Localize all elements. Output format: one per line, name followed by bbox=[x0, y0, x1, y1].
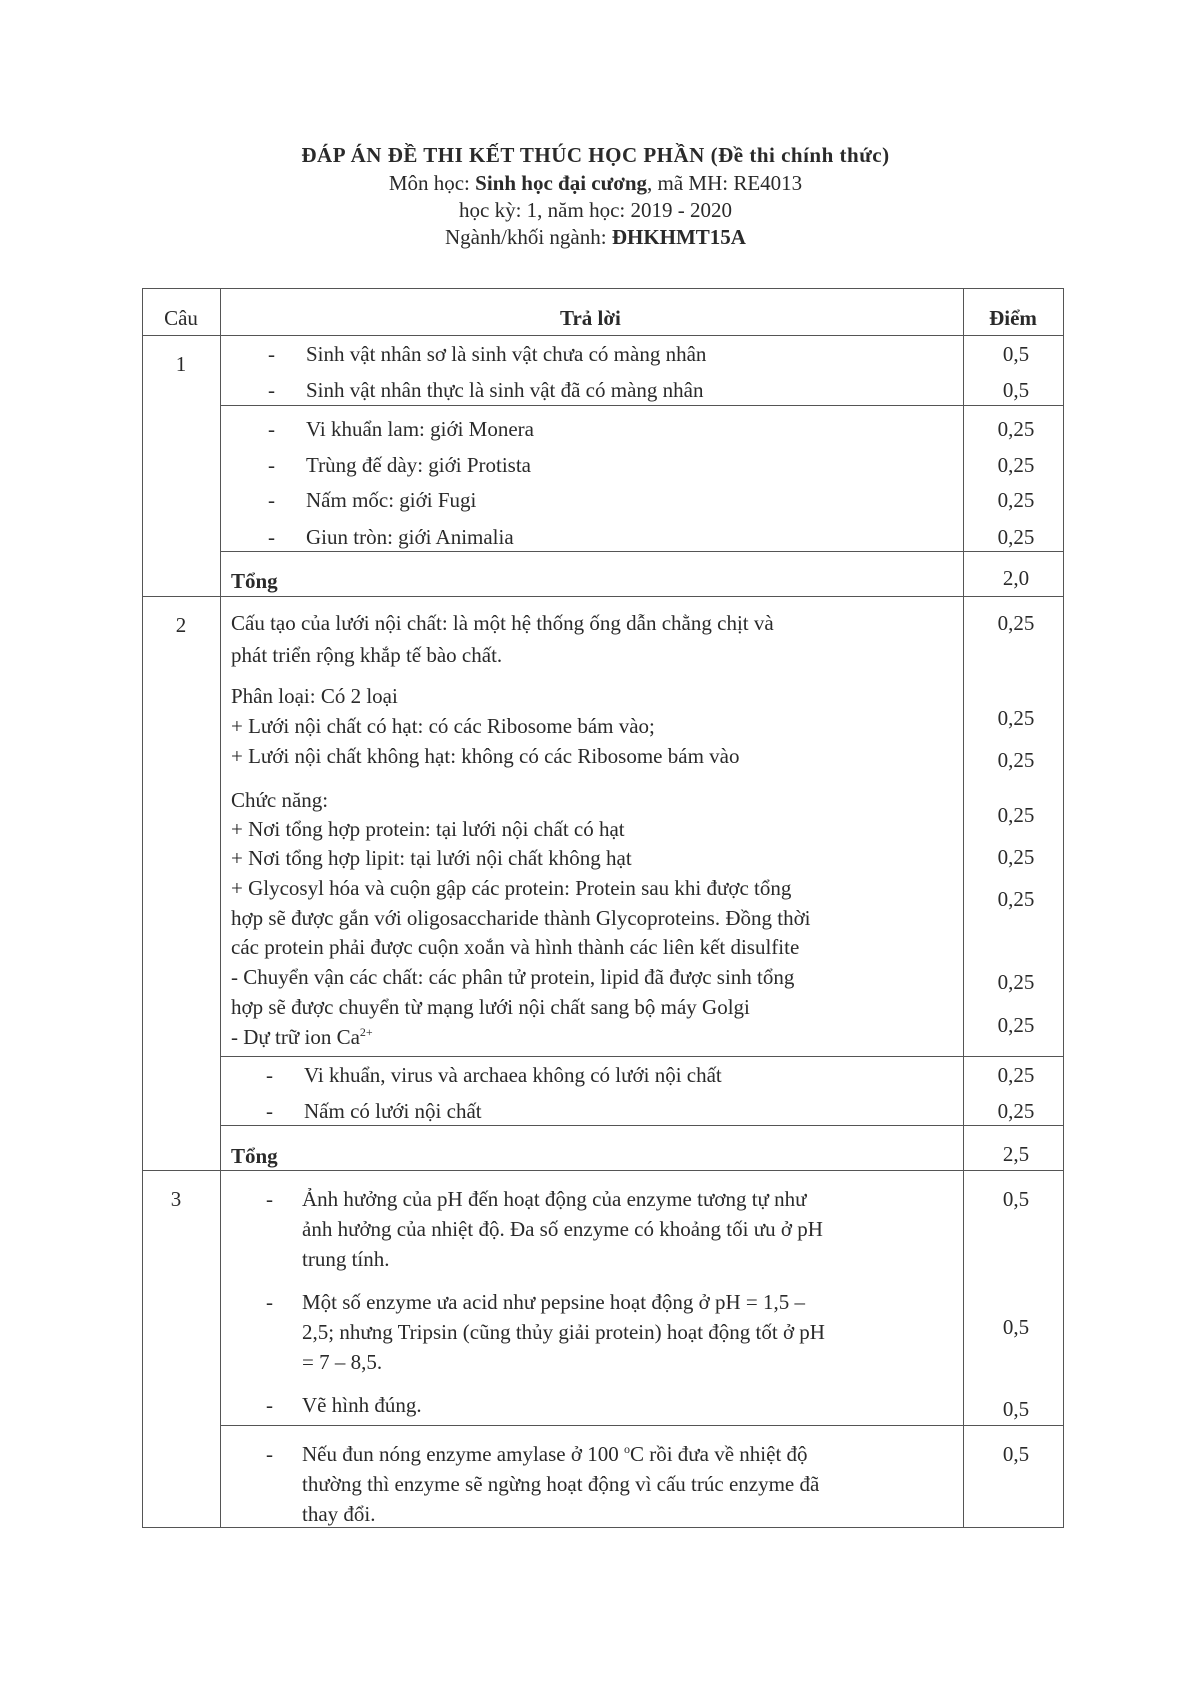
q3-a3-line: Vẽ hình đúng. bbox=[302, 1393, 422, 1417]
q2-score: 0,25 bbox=[997, 970, 1035, 994]
q1-b-line: Nấm mốc: giới Fugi bbox=[306, 488, 477, 512]
q2-score: 0,25 bbox=[997, 887, 1035, 911]
bullet-dash: - bbox=[266, 1393, 273, 1417]
q1-end-border bbox=[142, 596, 1063, 597]
q2-structure-line: phát triển rộng khắp tế bào chất. bbox=[231, 643, 503, 667]
q2-function-line: + Glycosyl hóa và cuộn gập các protein: Protein sau khi được tổng bbox=[231, 876, 792, 900]
q1-total-score: 2,0 bbox=[1002, 566, 1030, 590]
q2-function-line: + Nơi tổng hợp protein: tại lưới nội chất có hạt bbox=[231, 817, 625, 841]
bullet-dash: - bbox=[266, 1290, 273, 1314]
document-title: ĐÁP ÁN ĐỀ THI KẾT THÚC HỌC PHẦN (Đề thi chính thức) bbox=[301, 143, 890, 167]
bullet-dash: - bbox=[266, 1442, 273, 1466]
q3-b-line: thay đổi. bbox=[302, 1502, 376, 1526]
q3-b-line: thường thì enzyme sẽ ngừng hoạt động vì cấu trúc enzyme đã bbox=[302, 1472, 820, 1496]
bullet-dash: - bbox=[266, 1063, 273, 1087]
q3-a1-line: Ảnh hưởng của pH đến hoạt động của enzyme tương tự như bbox=[302, 1187, 807, 1211]
q1-b-border bbox=[220, 551, 1063, 552]
bullet-dash: - bbox=[268, 488, 275, 512]
major-line: Ngành/khối ngành: ĐHKHMT15A bbox=[445, 225, 746, 249]
q1-a-border bbox=[220, 405, 1063, 406]
q2-score: 0,25 bbox=[997, 803, 1035, 827]
col-header-cau: Câu bbox=[164, 306, 198, 330]
q2-classify-line: + Lưới nội chất không hạt: không có các Ribosome bám vào bbox=[231, 744, 740, 768]
q2-total-score: 2,5 bbox=[1002, 1142, 1030, 1166]
table-divider-score bbox=[963, 288, 964, 1528]
bullet-dash: - bbox=[266, 1187, 273, 1211]
document-header bbox=[0, 140, 1191, 251]
subject-line: Môn học: Sinh học đại cương, mã MH: RE4013 bbox=[388, 171, 803, 195]
table-border-left bbox=[142, 288, 143, 1528]
q1-a-score: 0,5 bbox=[1002, 342, 1030, 366]
q2-b-border bbox=[220, 1125, 1063, 1126]
table-border-bottom bbox=[142, 1527, 1063, 1528]
q3-a2-line: 2,5; nhưng Tripsin (cũng thủy giải protein) hoạt động tốt ở pH bbox=[302, 1320, 825, 1344]
q1-b-line: Vi khuẩn lam: giới Monera bbox=[306, 417, 534, 441]
col-header-score: Điểm bbox=[989, 306, 1037, 330]
table-divider-cau bbox=[220, 288, 221, 1528]
q2-score: 0,25 bbox=[997, 748, 1035, 772]
q1-a-line: Sinh vật nhân thực là sinh vật đã có màng nhân bbox=[306, 378, 704, 402]
q2-total-label: Tổng bbox=[231, 1144, 278, 1168]
q2-score: 0,25 bbox=[997, 1013, 1035, 1037]
q3-b-line: Nếu đun nóng enzyme amylase ở 100 $^o$C rồi đưa về nhiệt độ bbox=[302, 1442, 808, 1466]
q1-total-label: Tổng bbox=[231, 569, 278, 593]
q2-classify-line: + Lưới nội chất có hạt: có các Ribosome bám vào; bbox=[231, 714, 655, 738]
col-header-answer: Trả lời bbox=[560, 306, 621, 330]
q3-number: 3 bbox=[170, 1187, 182, 1211]
q2-function-line: hợp sẽ được gắn với oligosaccharide thành Glycoproteins. Đồng thời bbox=[231, 906, 811, 930]
q1-b-line: Trùng đế dày: giới Protista bbox=[306, 453, 532, 477]
q2-function-line-ca: - Dự trữ ion $Ca^{2+}$ bbox=[231, 1025, 373, 1049]
q2-classify-line: Phân loại: Có 2 loại bbox=[231, 684, 398, 708]
q2-function-line: hợp sẽ được chuyển từ mạng lưới nội chất sang bộ máy Golgi bbox=[231, 995, 750, 1019]
q2-function-line: Chức năng: bbox=[231, 788, 329, 812]
header-row-border bbox=[142, 335, 1063, 336]
q3-a-score: 0,5 bbox=[1002, 1315, 1030, 1339]
q2-b-line: Vi khuẩn, virus và archaea không có lưới nội chất bbox=[304, 1063, 722, 1087]
q2-structure-line: Cấu tạo của lưới nội chất: là một hệ thống ống dẫn chằng chịt và bbox=[231, 611, 774, 635]
q1-b-line: Giun tròn: giới Animalia bbox=[306, 525, 514, 549]
q1-a-line: Sinh vật nhân sơ là sinh vật chưa có màng nhân bbox=[306, 342, 707, 366]
q2-score: 0,25 bbox=[997, 845, 1035, 869]
q3-a1-line: trung tính. bbox=[302, 1247, 390, 1271]
q2-b-line: Nấm có lưới nội chất bbox=[304, 1099, 482, 1123]
bullet-dash: - bbox=[268, 417, 275, 441]
bullet-dash: - bbox=[268, 342, 275, 366]
q1-b-score: 0,25 bbox=[997, 417, 1035, 441]
bullet-dash: - bbox=[266, 1099, 273, 1123]
bullet-dash: - bbox=[268, 378, 275, 402]
q1-number: 1 bbox=[175, 352, 187, 376]
q2-function-line: - Chuyển vận các chất: các phân tử protein, lipid đã được sinh tổng bbox=[231, 965, 795, 989]
q1-b-score: 0,25 bbox=[997, 525, 1035, 549]
q2-b-score: 0,25 bbox=[997, 1063, 1035, 1087]
q3-a1-line: ảnh hưởng của nhiệt độ. Đa số enzyme có khoảng tối ưu ở pH bbox=[302, 1217, 823, 1241]
q2-a-border bbox=[220, 1056, 1063, 1057]
q3-a-border bbox=[220, 1425, 1063, 1426]
q2-end-border bbox=[142, 1170, 1063, 1171]
q2-score: 0,25 bbox=[997, 611, 1035, 635]
table-border-top bbox=[142, 288, 1063, 289]
q1-b-score: 0,25 bbox=[997, 453, 1035, 477]
bullet-dash: - bbox=[268, 525, 275, 549]
q3-a-score: 0,5 bbox=[1002, 1187, 1030, 1211]
bullet-dash: - bbox=[268, 453, 275, 477]
q2-b-score: 0,25 bbox=[997, 1099, 1035, 1123]
q3-b-score: 0,5 bbox=[1002, 1442, 1030, 1466]
q3-a2-line: Một số enzyme ưa acid như pepsine hoạt động ở pH = 1,5 – bbox=[302, 1290, 805, 1314]
q2-function-line: các protein phải được cuộn xoắn và hình thành các liên kết disulfite bbox=[231, 935, 800, 959]
q1-b-score: 0,25 bbox=[997, 488, 1035, 512]
q2-function-line: + Nơi tổng hợp lipit: tại lưới nội chất không hạt bbox=[231, 846, 632, 870]
q2-score: 0,25 bbox=[997, 706, 1035, 730]
term-line: học kỳ: 1, năm học: 2019 - 2020 bbox=[459, 198, 732, 222]
q2-number: 2 bbox=[175, 613, 187, 637]
q1-a-score: 0,5 bbox=[1002, 378, 1030, 402]
q3-a-score: 0,5 bbox=[1002, 1397, 1030, 1421]
q3-a2-line: = 7 – 8,5. bbox=[302, 1350, 383, 1374]
